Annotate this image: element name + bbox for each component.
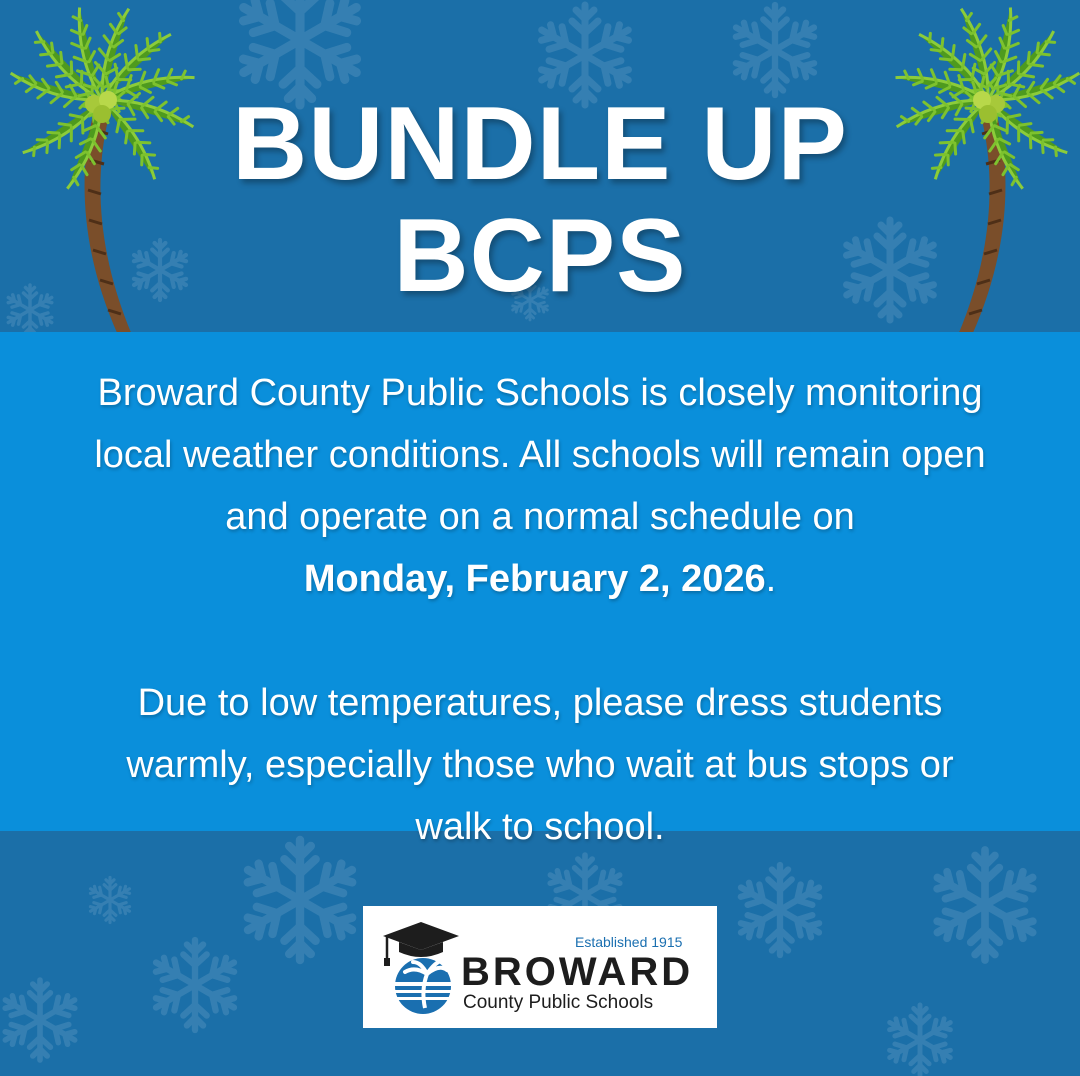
message-banner [0, 332, 1080, 848]
snowflake-icon [0, 980, 80, 1060]
snowflake-icon [730, 5, 820, 95]
headline [0, 88, 1080, 312]
message-line: local weather conditions. All schools will remain open [94, 434, 986, 476]
message-line: Broward County Public Schools is closely monitoring [97, 372, 983, 414]
broward-logo [363, 906, 717, 1028]
message-line: and operate on a normal schedule on [225, 496, 855, 538]
graduation-cap-palm-icon [381, 920, 461, 1016]
headline-line-2: BCPS [393, 198, 687, 314]
advisory-line: warmly, especially those who wait at bus stops or [126, 744, 954, 786]
logo-established: Established 1915 [575, 934, 683, 950]
paragraph-spacer [30, 610, 1050, 672]
advisory-line: Due to low temperatures, please dress students [137, 682, 943, 724]
snowflake-icon [150, 940, 240, 1030]
headline-line-1: BUNDLE UP [232, 86, 848, 202]
message-text [30, 362, 1050, 858]
logo-name: BROWARD [461, 950, 694, 994]
message-date-line [30, 548, 1050, 610]
snowflake-icon [88, 878, 133, 923]
snowflake-icon [735, 865, 825, 955]
snowflake-icon [885, 1005, 955, 1075]
message-date-suffix: . [765, 558, 777, 600]
message-date: Monday, February 2, 2026 [303, 558, 766, 600]
snowflake-icon [240, 840, 360, 960]
advisory-line: walk to school. [415, 806, 665, 848]
logo-subtitle: County Public Schools [463, 992, 654, 1013]
snowflake-icon [930, 850, 1040, 960]
